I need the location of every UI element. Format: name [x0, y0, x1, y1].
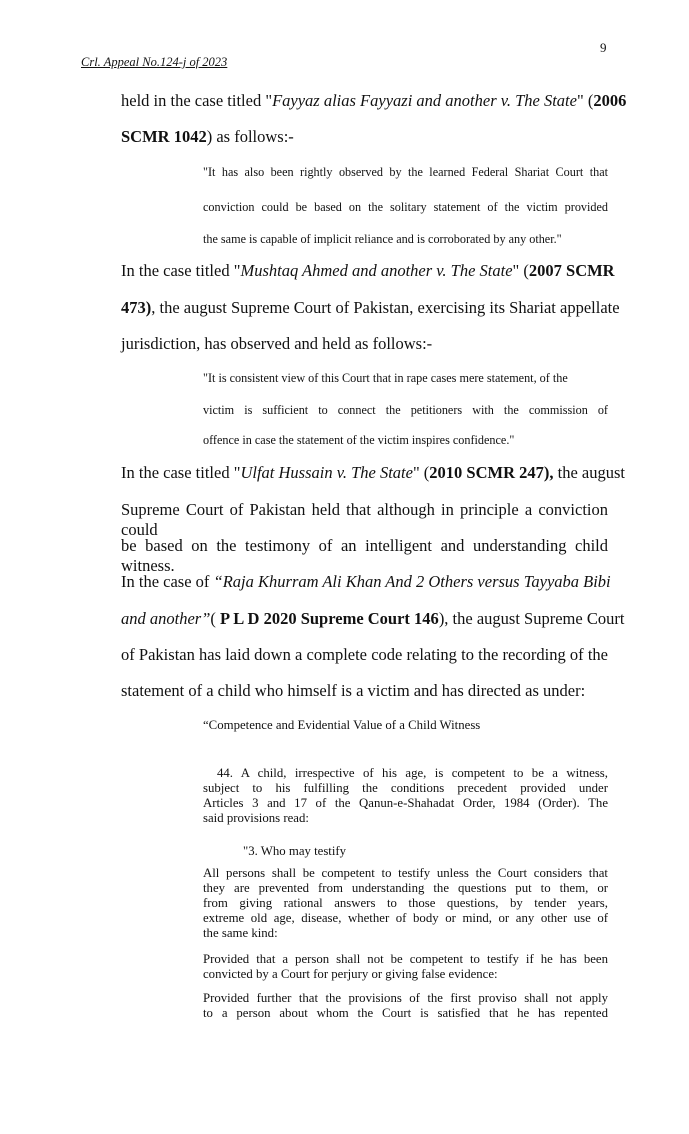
body-line: SCMR 1042) as follows:-: [121, 127, 294, 146]
quote-proviso-1: Provided that a person shall not be competent to testify if he has been convicted by a Court for perjury or giving false evidence:: [203, 952, 608, 981]
citation: 2007 SCMR: [528, 261, 615, 280]
case-name: “Raja Khurram Ali Khan And 2 Others versus Tayyaba Bibi: [213, 572, 611, 591]
body-line: 473), the august Supreme Court of Pakistan, exercising its Shariat appellate: [121, 298, 620, 317]
quote-paragraph-44: 44. A child, irrespective of his age, is competent to be a witness, subject to his fulfilling the conditions precedent provided under Articles 3 and 17 of the Qanun-e-Shahadat Order, 1984 (Order). The said provisions read:: [203, 766, 608, 825]
body-line: Supreme Court of Pakistan held that although in principle a conviction could: [121, 500, 608, 539]
citation: 2006: [593, 91, 627, 110]
body-line: In the case of “Raja Khurram Ali Khan And 2 Others versus Tayyaba Bibi: [121, 572, 611, 591]
article-3-heading: "3. Who may testify: [243, 844, 347, 858]
quote-line: offence in case the statement of the victim inspires confidence.": [203, 433, 515, 447]
body-line: jurisdiction, has observed and held as follows:-: [121, 334, 433, 353]
quote-all-persons: All persons shall be competent to testify unless the Court considers that they are prevented from understanding the questions put to them, or from giving rational answers to those questions, by tender years, extreme old age, disease, whether of body or mind, or any other use of the same kind:: [203, 866, 608, 940]
body-line: be based on the testimony of an intelligent and understanding child witness.: [121, 536, 608, 575]
case-name: Fayyaz alias Fayyazi and another v. The State: [272, 91, 577, 110]
body-line: and another”( P L D 2020 Supreme Court 146), the august Supreme Court: [121, 609, 625, 628]
body-line: held in the case titled "Fayyaz alias Fayyazi and another v. The State" (2006: [121, 91, 627, 110]
case-header: Crl. Appeal No.124-j of 2023: [81, 55, 228, 69]
citation: 2010 SCMR 247),: [429, 463, 554, 482]
quote-line: the same is capable of implicit reliance and is corroborated by any other.": [203, 232, 562, 246]
quote-heading: “Competence and Evidential Value of a Child Witness: [203, 718, 481, 732]
case-name: and another”: [121, 609, 211, 628]
quote-line: conviction could be based on the solitary statement of the victim provided: [203, 200, 608, 214]
quote-line: "It has also been rightly observed by the learned Federal Shariat Court that: [203, 165, 608, 179]
case-name: Ulfat Hussain v. The State: [240, 463, 413, 482]
page-number: 9: [600, 40, 607, 55]
case-name: Mushtaq Ahmed and another v. The State: [240, 261, 513, 280]
quote-proviso-2: Provided further that the provisions of the first proviso shall not apply to a person about whom the Court is satisfied that he has repented: [203, 991, 608, 1020]
body-line: In the case titled "Ulfat Hussain v. The State" (2010 SCMR 247), the august: [121, 463, 625, 482]
body-line: of Pakistan has laid down a complete code relating to the recording of the: [121, 645, 608, 664]
citation: SCMR 1042: [121, 127, 207, 146]
body-line: statement of a child who himself is a victim and has directed as under:: [121, 681, 586, 700]
citation: P L D 2020 Supreme Court 146: [220, 609, 439, 628]
quote-line: victim is sufficient to connect the petitioners with the commission of: [203, 403, 608, 417]
body-line: In the case titled "Mushtaq Ahmed and another v. The State" (2007 SCMR: [121, 261, 615, 280]
quote-line: "It is consistent view of this Court that in rape cases mere statement, of the: [203, 371, 568, 385]
citation: 473): [121, 298, 152, 317]
